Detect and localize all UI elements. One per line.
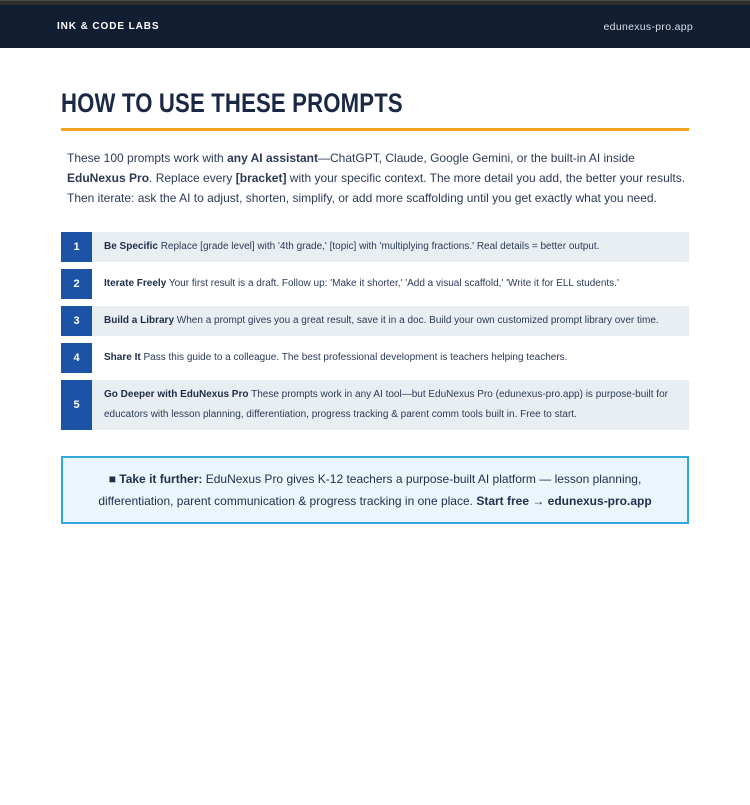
step-text <box>92 306 689 336</box>
page-title: HOW TO USE THESE PROMPTS <box>61 88 403 118</box>
title-underline-rule <box>61 128 689 131</box>
steps-list <box>61 232 689 430</box>
text-segment: Share It <box>104 352 141 363</box>
text-segment: Be Specific <box>104 241 158 252</box>
step-text <box>92 380 689 430</box>
callout-link[interactable]: edunexus-pro.app <box>547 494 652 508</box>
arrow-glyph: → <box>529 494 548 508</box>
step-number-badge: 2 <box>61 269 92 299</box>
step-number-badge: 1 <box>61 232 92 262</box>
callout-box <box>61 456 689 524</box>
header-domain-link[interactable]: edunexus-pro.app <box>603 20 693 33</box>
intro-paragraph <box>61 148 689 208</box>
text-segment: When a prompt gives you a great result, save it in a doc. Build your own customized prompt library over time. <box>174 315 659 326</box>
text-segment: —ChatGPT, Claude, Google Gemini, or the built-in AI inside <box>318 151 635 165</box>
brand-label: INK & CODE LABS <box>57 21 160 32</box>
text-segment: . Replace every <box>149 171 236 185</box>
text-segment: any AI assistant <box>227 151 319 165</box>
step-row-2 <box>61 269 689 299</box>
text-segment: EduNexus Pro gives K-12 teachers a purpose-built AI platform — lesson planning, differentiation, parent communication & progress tracking in one place. <box>98 472 642 508</box>
page-content <box>61 48 689 524</box>
text-segment: Build a Library <box>104 315 175 326</box>
step-number-badge: 4 <box>61 343 92 373</box>
text-segment: [bracket] <box>235 171 287 185</box>
text-segment: Start free <box>476 494 529 508</box>
text-segment: These prompts work in any AI tool—but EduNexus Pro (edunexus-pro.app) is purpose-built for educators with lesson planning, differentiation, progress tracking & parent comm tools built in. Free to start. <box>104 389 668 420</box>
step-text <box>92 269 689 299</box>
step-row-1 <box>61 232 689 262</box>
step-row-4 <box>61 343 689 373</box>
step-row-5 <box>61 380 689 430</box>
text-segment: Go Deeper with EduNexus Pro <box>104 389 249 400</box>
text-segment: Replace [grade level] with '4th grade,' [topic] with 'multiplying fractions.' Real details = better output. <box>157 241 600 252</box>
text-segment: Pass this guide to a colleague. The best professional development is teachers helping teachers. <box>140 352 568 363</box>
text-segment: EduNexus Pro <box>67 171 150 185</box>
step-text <box>92 232 689 262</box>
square-bullet-and-lead: ■ Take it further: <box>108 472 206 486</box>
step-row-3 <box>61 306 689 336</box>
text-segment: Iterate Freely <box>104 278 167 289</box>
text-segment: Your first result is a draft. Follow up: 'Make it shorter,' 'Add a visual scaffold,' 'Write it for ELL students.' <box>166 278 619 289</box>
step-number-badge: 3 <box>61 306 92 336</box>
step-number-badge: 5 <box>61 380 92 430</box>
step-text <box>92 343 689 373</box>
header-bar <box>0 5 750 48</box>
text-segment: with your specific context. The more detail you add, the better your results. Then iterate: ask the AI to adjust, shorten, simplify, or add more scaffolding until you get exactly what you need. <box>67 171 686 205</box>
text-segment: These 100 prompts work with <box>67 151 228 165</box>
